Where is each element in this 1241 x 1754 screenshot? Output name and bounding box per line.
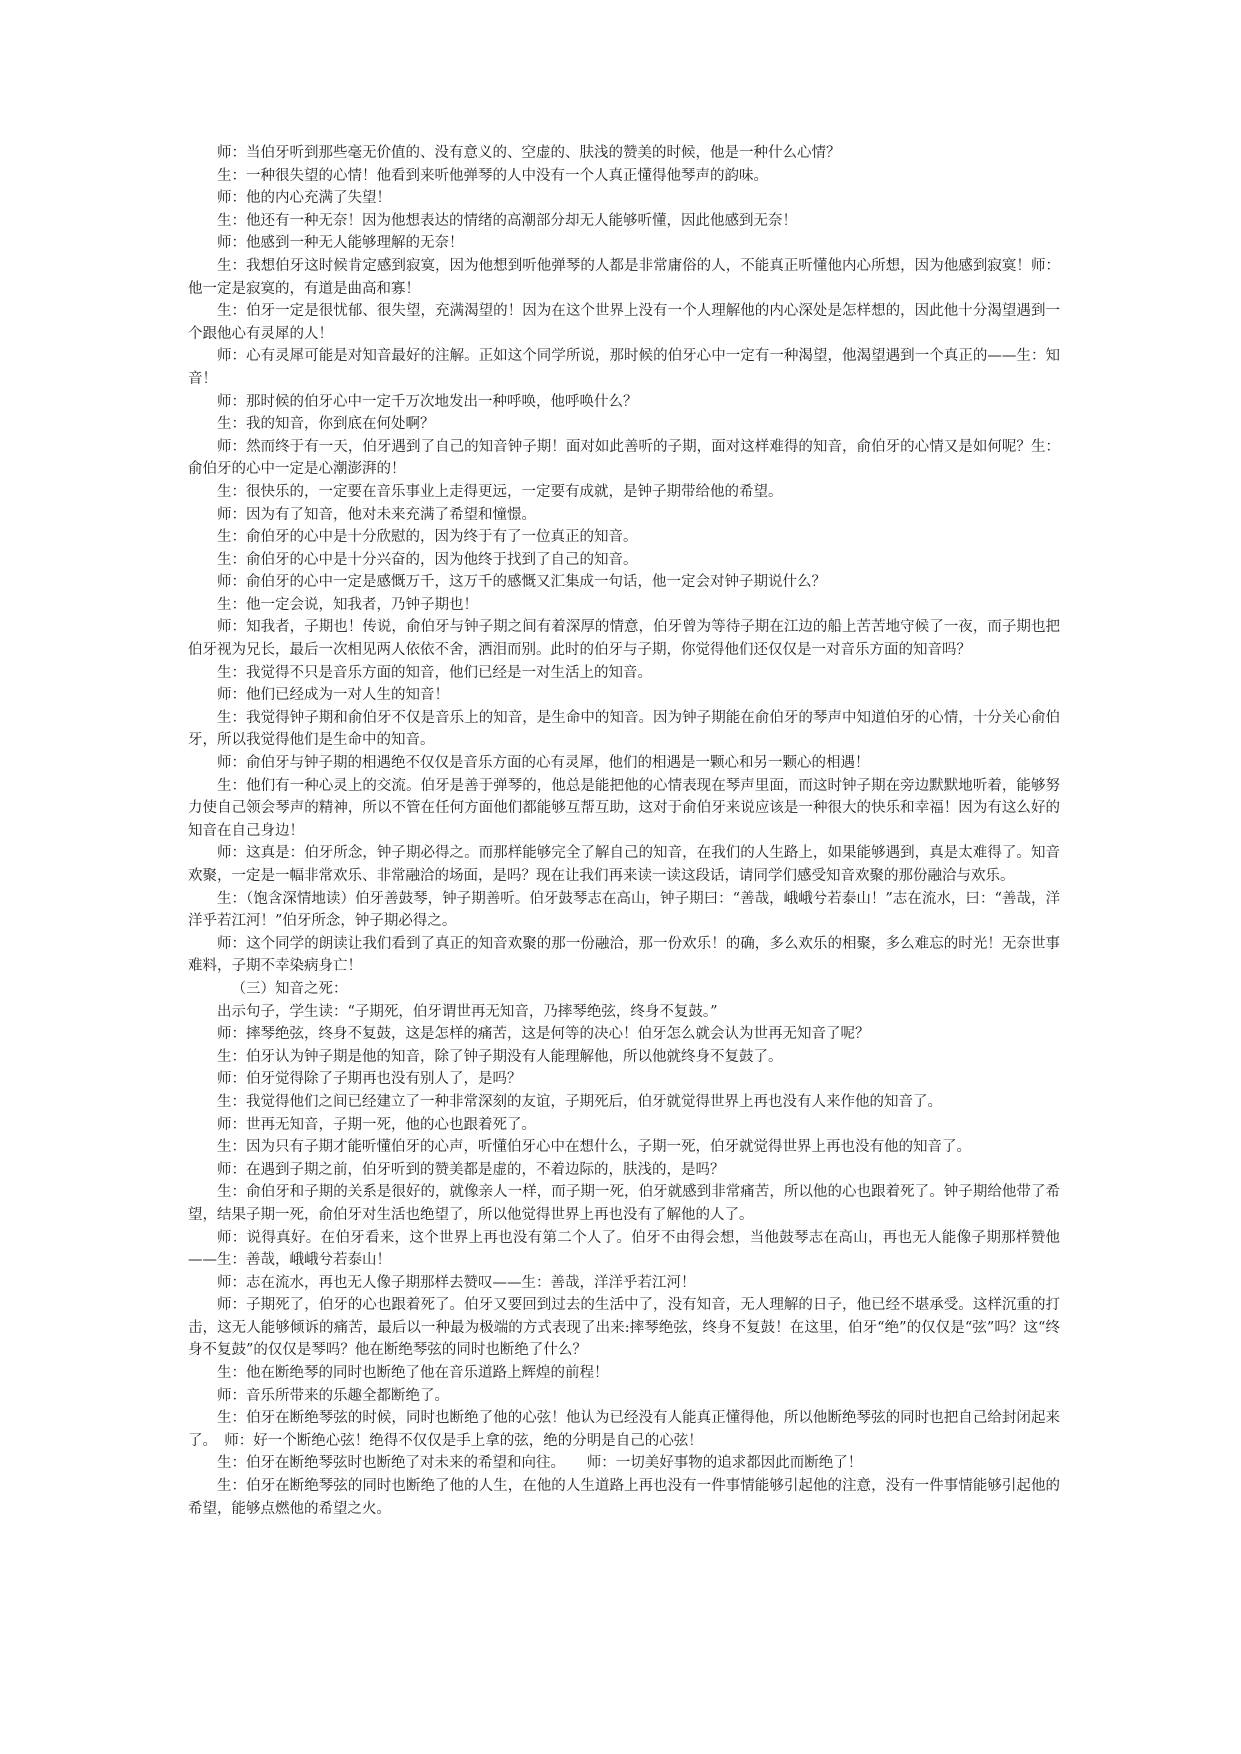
paragraph: 师：这真是：伯牙所念，钟子期必得之。而那样能够完全了解自己的知音，在我们的人生路上，如果能够遇到，真是太难得了。知音欢聚，一定是一幅非常欢乐、非常融洽的场面，是吗？现在让我们再来读一读这段话，请同学们感受知音欢聚的那份融洽与欢乐。 — [188, 845, 1060, 884]
paragraph: 生：很快乐的，一定要在音乐事业上走得更远，一定要有成就，是钟子期带给他的希望。 — [217, 483, 783, 500]
paragraph: 生：伯牙在断绝琴弦时也断绝了对未来的希望和向往。 师：一切美好事物的追求都因此而断绝了！ — [217, 1455, 863, 1472]
document-page — [188, 142, 1060, 1520]
paragraph: 师：世再无知音，子期一死，他的心也跟着死了。 — [217, 1116, 536, 1133]
paragraph: 生：伯牙在断绝琴弦的同时也断绝了他的人生，在他的人生道路上再也没有一件事情能够引起他的注意，没有一件事情能够引起他的希望，能够点燃他的希望之火。 — [188, 1478, 1060, 1517]
paragraph: 生：一种很失望的心情！他看到来听他弹琴的人中没有一个人真正懂得他琴声的韵味。 — [217, 167, 768, 184]
paragraph: 师：心有灵犀可能是对知音最好的注解。正如这个同学所说，那时候的伯牙心中一定有一种渴望，他渴望遇到一个真正的——生：知音！ — [188, 348, 1060, 387]
paragraph: 生：我觉得他们之间已经建立了一种非常深刻的友谊，子期死后，伯牙就觉得世界上再也没有人来作他的知音了。 — [217, 1093, 942, 1110]
paragraph: 生：他还有一种无奈！因为他想表达的情绪的高潮部分却无人能够听懂，因此他感到无奈！ — [217, 212, 797, 229]
paragraph: 师：音乐所带来的乐趣全都断绝了。 — [217, 1387, 449, 1404]
paragraph: 生：我觉得不只是音乐方面的知音，他们已经是一对生活上的知音。 — [217, 664, 652, 681]
paragraph: 师：在遇到子期之前，伯牙听到的赞美都是虚的，不着边际的，肤浅的，是吗？ — [217, 1161, 725, 1178]
paragraph: 生：伯牙认为钟子期是他的知音，除了钟子期没有人能理解他，所以他就终身不复鼓了。 — [217, 1048, 783, 1065]
paragraph: 师：因为有了知音，他对未来充满了希望和憧憬。 — [217, 506, 536, 523]
section-heading: （三）知音之死： — [231, 980, 348, 997]
paragraph: 师：他感到一种无人能够理解的无奈！ — [217, 235, 464, 252]
paragraph: 师：当伯牙听到那些毫无价值的、没有意义的、空虚的、肤浅的赞美的时候，他是一种什么心情？ — [217, 145, 841, 161]
paragraph: 师：知我者，子期也！传说，俞伯牙与钟子期之间有着深厚的情意，伯牙曾为等待子期在江边的船上苦苦地守候了一夜，而子期也把伯牙视为兄长，最后一次相见两人依依不舍，洒泪而别。此时的伯牙与子期，你觉得他们还仅仅是一对音乐方面的知音吗？ — [188, 619, 1060, 659]
paragraph: 生：伯牙一定是很忧郁、很失望，充满渴望的！因为在这个世界上没有一个人理解他的内心深处是怎样想的，因此他十分渴望遇到一个跟他心有灵犀的人！ — [188, 303, 1060, 342]
paragraph: 出示句子，学生读：“子期死，伯牙谓世再无知音，乃摔琴绝弦，终身不复鼓。” — [217, 1003, 718, 1020]
paragraph: 师：他的内心充满了失望！ — [217, 190, 391, 207]
paragraph: 师：说得真好。在伯牙看来，这个世界上再也没有第二个人了。伯牙不由得会想，当他鼓琴志在高山，再也无人能像子期那样赞他——生：善哉，峨峨兮若泰山！ — [188, 1229, 1060, 1269]
paragraph: 生：他在断绝琴的同时也断绝了他在音乐道路上辉煌的前程！ — [217, 1365, 609, 1382]
paragraph: 生：我想伯牙这时候肯定感到寂寞，因为他想到听他弹琴的人都是非常庸俗的人，不能真正听懂他内心所想，因为他感到寂寞！师：他一定是寂寞的，有道是曲高和寡！ — [188, 257, 1060, 297]
paragraph: 师：他们已经成为一对人生的知音！ — [217, 687, 449, 704]
paragraph: 师：摔琴绝弦，终身不复鼓，这是怎样的痛苦，这是何等的决心！伯牙怎么就会认为世再无知音了呢？ — [217, 1026, 870, 1043]
paragraph: 师：这个同学的朗读让我们看到了真正的知音欢聚的那一份融洽，那一份欢乐！的确，多么欢乐的相聚，多么难忘的时光！无奈世事难料，子期不幸染病身亡！ — [188, 935, 1060, 975]
paragraph: 生：他们有一种心灵上的交流。伯牙是善于弹琴的，他总是能把他的心情表现在琴声里面，而这时钟子期在旁边默默地听着，能够努力使自己领会琴声的精神，所以不管在任何方面他们都能够互帮互助，这对于俞伯牙来说应该是一种很大的快乐和幸福！因为有这么好的知音在自己身边！ — [188, 777, 1060, 839]
paragraph: 生：俞伯牙的心中是十分欣慰的，因为终于有了一位真正的知音。 — [217, 529, 638, 546]
paragraph: 生：俞伯牙的心中是十分兴奋的，因为他终于找到了自己的知音。 — [217, 551, 638, 568]
paragraph: 师：志在流水，再也无人像子期那样去赞叹——生：善哉，洋洋乎若江河！ — [217, 1274, 696, 1291]
paragraph: 师：伯牙觉得除了子期再也没有别人了，是吗？ — [217, 1071, 522, 1088]
paragraph: 生：伯牙在断绝琴弦的时候，同时也断绝了他的心弦！他认为已经没有人能真正懂得他，所以他断绝琴弦的同时也把自己给封闭起来了。 师：好一个断绝心弦！绝得不仅仅是手上拿的弦，绝的分明是自己的心弦！ — [188, 1410, 1060, 1449]
paragraph: 师：俞伯牙与钟子期的相遇绝不仅仅是音乐方面的心有灵犀，他们的相遇是一颗心和另一颗心的相遇！ — [217, 755, 870, 772]
paragraph: 生：（饱含深情地读）伯牙善鼓琴，钟子期善听。伯牙鼓琴志在高山，钟子期曰：“善哉，峨峨兮若泰山！”志在流水，曰：“善哉，洋洋乎若江河！”伯牙所念，钟子期必得之。 — [188, 890, 1060, 930]
paragraph: 师：子期死了，伯牙的心也跟着死了。伯牙又要回到过去的生活中了，没有知音，无人理解的日子，他已经不堪承受。这样沉重的打击，这无人能够倾诉的痛苦，最后以一种最为极端的方式表现了出来:摔琴绝弦，终身不复鼓！在这里，伯牙“绝”的仅仅是“弦”吗？这“终身不复鼓”的仅仅是琴吗？他在断绝琴弦的同时也断绝了什么？ — [188, 1297, 1060, 1359]
paragraph: 师：那时候的伯牙心中一定千万次地发出一种呼唤，他呼唤什么？ — [217, 393, 638, 410]
paragraph: 生：我的知音，你到底在何处啊？ — [217, 416, 435, 433]
paragraph: 生：因为只有子期才能听懂伯牙的心声，听懂伯牙心中在想什么，子期一死，伯牙就觉得世界上再也没有他的知音了。 — [217, 1139, 971, 1156]
paragraph: 生：他一定会说，知我者，乃钟子期也！ — [217, 596, 478, 613]
paragraph: 师：然而终于有一天，伯牙遇到了自己的知音钟子期！面对如此善听的子期，面对这样难得的知音，俞伯牙的心情又是如何呢？生：俞伯牙的心中一定是心潮澎湃的！ — [188, 438, 1060, 478]
paragraph: 师：俞伯牙的心中一定是感慨万千，这万千的感慨又汇集成一句话，他一定会对钟子期说什么？ — [217, 574, 826, 591]
paragraph: 生：我觉得钟子期和俞伯牙不仅是音乐上的知音，是生命中的知音。因为钟子期能在俞伯牙的琴声中知道伯牙的心情，十分关心俞伯牙，所以我觉得他们是生命中的知音。 — [188, 709, 1060, 749]
paragraph: 生：俞伯牙和子期的关系是很好的，就像亲人一样，而子期一死，伯牙就感到非常痛苦，所以他的心也跟着死了。钟子期给他带了希望，结果子期一死，俞伯牙对生活也绝望了，所以他觉得世界上再也没有了解他的人了。 — [188, 1184, 1060, 1223]
